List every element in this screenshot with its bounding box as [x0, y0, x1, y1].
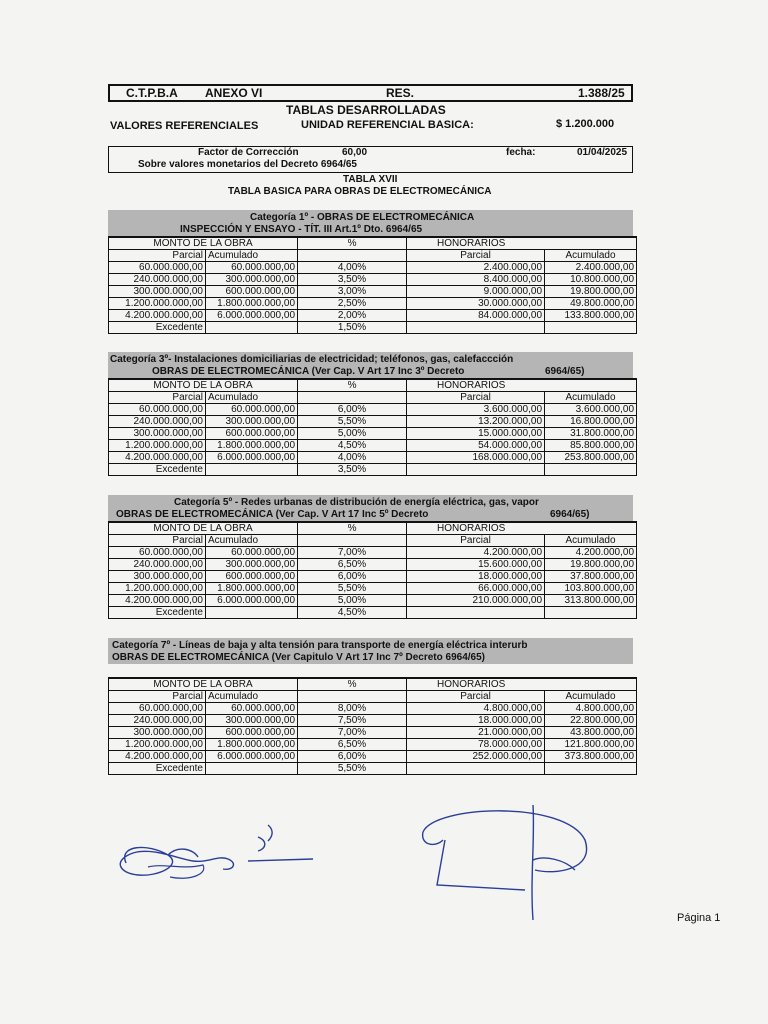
parcial-header: Parcial: [407, 535, 545, 547]
table-row: 4.200.000.000,00 6.000.000.000,00 5,00% 210.000.000,00 313.800.000,00: [109, 595, 637, 607]
sobre-label: Sobre valores monetarios del Decreto 6964/65: [138, 159, 357, 170]
table-row: 4.200.000.000,00 6.000.000.000,00 6,00% 252.000.000,00 373.800.000,00: [109, 751, 637, 763]
fecha-label: fecha:: [506, 147, 536, 158]
table-row: 300.000.000,00 600.000.000,00 5,00% 15.000.000,00 31.800.000,00: [109, 428, 637, 440]
monto-header: MONTO DE LA OBRA: [109, 678, 298, 691]
section-3-title: Categoría 5º - Redes urbanas de distribución de energía eléctrica, gas, vapor: [174, 497, 539, 508]
parcial-header: Parcial: [407, 691, 545, 703]
section-3-subtitle: OBRAS DE ELECTROMECÁNICA (Ver Cap. V Art 17 Inc 5º Decreto: [116, 509, 429, 520]
table-row: 60.000.000,00 60.000.000,00 4,00% 2.400.000,00 2.400.000,00: [109, 262, 637, 274]
signature-left: [108, 815, 323, 895]
section-1-table: [108, 236, 637, 334]
acumulado-header: Acumulado: [206, 535, 298, 547]
unidad-label: UNIDAD REFERENCIAL BASICA:: [301, 119, 474, 131]
section-1-subtitle: INSPECCIÓN Y ENSAYO - TÍT. III Art.1º Dto. 6964/65: [180, 224, 423, 235]
unidad-value: $ 1.200.000: [556, 118, 615, 130]
table-row: 300.000.000,00 600.000.000,00 3,00% 9.000.000,00 19.800.000,00: [109, 286, 637, 298]
table-row: 60.000.000,00 60.000.000,00 7,00% 4.200.000,00 4.200.000,00: [109, 547, 637, 559]
excedente-row: Excedente 5,50%: [109, 763, 637, 775]
section-2-subtitle: OBRAS DE ELECTROMECÁNICA (Ver Cap. V Art 17 Inc 3º Decreto: [152, 366, 465, 377]
table-row: 60.000.000,00 60.000.000,00 6,00% 3.600.000,00 3.600.000,00: [109, 404, 637, 416]
res-label: RES.: [386, 86, 415, 100]
pct-header: %: [298, 379, 407, 392]
monto-header: MONTO DE LA OBRA: [109, 379, 298, 392]
table-row: 4.200.000.000,00 6.000.000.000,00 4,00% 168.000.000,00 253.800.000,00: [109, 452, 637, 464]
valores-label: VALORES REFERENCIALES: [110, 120, 259, 132]
section-2-table: [108, 378, 637, 476]
factor-value: 60,00: [342, 147, 368, 158]
excedente-row: Excedente 3,50%: [109, 464, 637, 476]
parcial-header: Parcial: [407, 392, 545, 404]
acumulado-header: Acumulado: [206, 392, 298, 404]
pct-header: %: [298, 237, 407, 250]
honorarios-header: HONORARIOS: [407, 678, 637, 691]
table-row: 60.000.000,00 60.000.000,00 8,00% 4.800.000,00 4.800.000,00: [109, 703, 637, 715]
table-row: 300.000.000,00 600.000.000,00 7,00% 21.000.000,00 43.800.000,00: [109, 727, 637, 739]
pct-header: %: [298, 678, 407, 691]
monto-header: MONTO DE LA OBRA: [109, 522, 298, 535]
page-number: Página 1: [677, 912, 721, 924]
section-2-band: [108, 352, 633, 378]
table-row: 240.000.000,00 300.000.000,00 6,50% 15.600.000,00 19.800.000,00: [109, 559, 637, 571]
tabla-title: TABLA BASICA PARA OBRAS DE ELECTROMECÁNICA: [228, 186, 492, 197]
anexo-label: ANEXO VI: [205, 86, 263, 100]
monto-header: MONTO DE LA OBRA: [109, 237, 298, 250]
section-4-title: Categoría 7º - Líneas de baja y alta tensión para transporte de energía eléctrica interurb: [112, 640, 528, 651]
honorarios-header: HONORARIOS: [407, 522, 637, 535]
section-1-band: [108, 210, 633, 236]
factor-label: Factor de Corrección: [198, 147, 299, 158]
acumulado-header: Acumulado: [545, 691, 637, 703]
table-row: 240.000.000,00 300.000.000,00 7,50% 18.000.000,00 22.800.000,00: [109, 715, 637, 727]
header-box: [108, 84, 633, 102]
table-row: 240.000.000,00 300.000.000,00 3,50% 8.400.000,00 10.800.000,00: [109, 274, 637, 286]
table-row: 1.200.000.000,00 1.800.000.000,00 4,50% 54.000.000,00 85.800.000,00: [109, 440, 637, 452]
table-row: 300.000.000,00 600.000.000,00 6,00% 18.000.000,00 37.800.000,00: [109, 571, 637, 583]
pct-header: %: [298, 522, 407, 535]
section-3-band: [108, 495, 633, 521]
fecha-value: 01/04/2025: [577, 147, 628, 158]
signature-right: [415, 800, 595, 925]
parcial-header: Parcial: [407, 250, 545, 262]
honorarios-header: HONORARIOS: [407, 237, 637, 250]
section-2-title: Categoría 3º- Instalaciones domiciliarias de electricidad; teléfonos, gas, calefaccción: [110, 354, 514, 365]
tabla-number: TABLA XVII: [343, 174, 398, 185]
table-row: 1.200.000.000,00 1.800.000.000,00 2,50% 30.000.000,00 49.800.000,00: [109, 298, 637, 310]
parcial-header: Parcial: [109, 535, 206, 547]
parcial-header: Parcial: [109, 691, 206, 703]
table-row: 4.200.000.000,00 6.000.000.000,00 2,00% 84.000.000,00 133.800.000,00: [109, 310, 637, 322]
acumulado-header: Acumulado: [545, 535, 637, 547]
acumulado-header: Acumulado: [206, 691, 298, 703]
acumulado-header: Acumulado: [206, 250, 298, 262]
table-row: 1.200.000.000,00 1.800.000.000,00 6,50% 78.000.000,00 121.800.000,00: [109, 739, 637, 751]
acumulado-header: Acumulado: [545, 392, 637, 404]
table-row: 1.200.000.000,00 1.800.000.000,00 5,50% 66.000.000,00 103.800.000,00: [109, 583, 637, 595]
section-4-subtitle: OBRAS DE ELECTROMECÁNICA (Ver Capitulo V Art 17 Inc 7º Decreto 6964/65): [112, 652, 485, 663]
excedente-row: Excedente 1,50%: [109, 322, 637, 334]
section-1-title: Categoría 1º - OBRAS DE ELECTROMECÁNICA: [250, 212, 475, 223]
table-row: 240.000.000,00 300.000.000,00 5,50% 13.200.000,00 16.800.000,00: [109, 416, 637, 428]
parcial-header: Parcial: [109, 250, 206, 262]
section-4-band: [108, 638, 633, 664]
parcial-header: Parcial: [109, 392, 206, 404]
acumulado-header: Acumulado: [545, 250, 637, 262]
excedente-row: Excedente 4,50%: [109, 607, 637, 619]
section-2-decree: 6964/65): [545, 366, 585, 377]
org-name: C.T.P.B.A: [126, 86, 178, 100]
section-3-decree: 6964/65): [550, 509, 590, 520]
section-4-table: [108, 677, 637, 775]
honorarios-header: HONORARIOS: [407, 379, 637, 392]
tablas-title: TABLAS DESARROLLADAS: [286, 103, 446, 117]
res-number: 1.388/25: [578, 86, 625, 100]
section-3-table: [108, 521, 637, 619]
